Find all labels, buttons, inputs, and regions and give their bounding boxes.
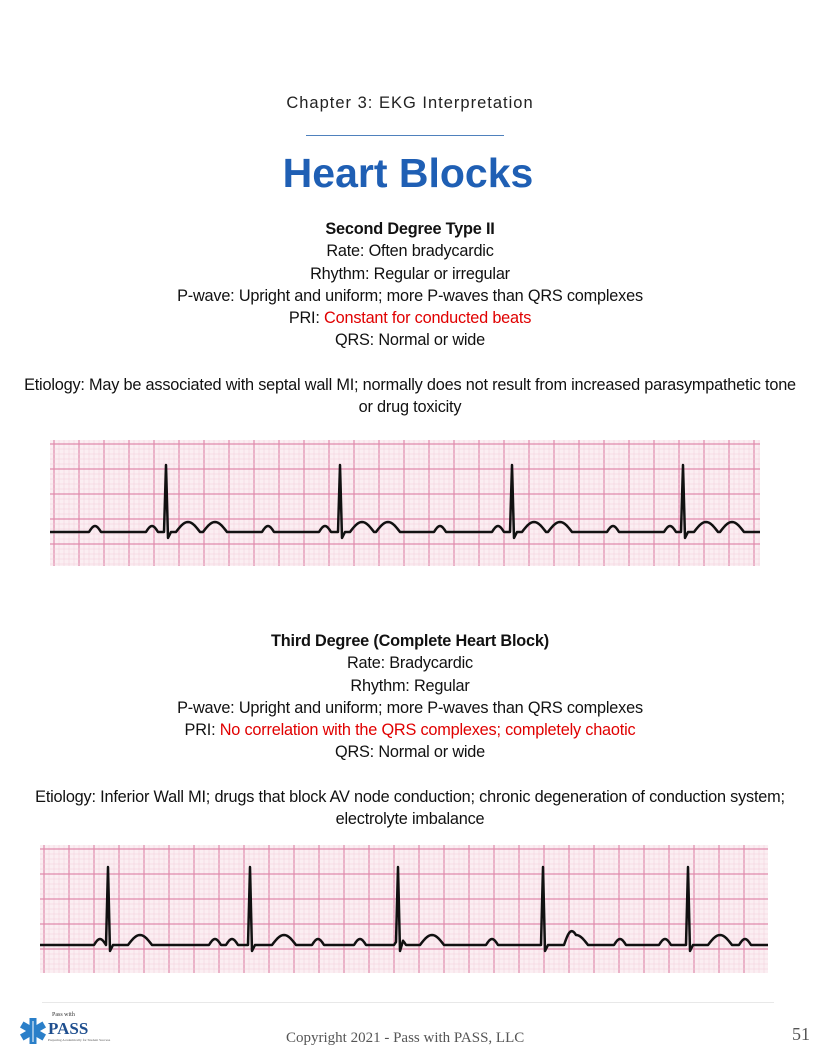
section-second-degree-type-2	[20, 218, 800, 419]
logo-tagline: Preparing Academically for Student Success	[48, 1038, 111, 1042]
label: Rate:	[346, 654, 385, 673]
section-heading: Second Degree Type II	[325, 220, 495, 238]
star-of-life-icon	[20, 1016, 46, 1046]
label: QRS:	[334, 331, 374, 350]
etiology-value: Inferior Wall MI; drugs that block AV node conduction; chronic degeneration of conduction system; electrolyte imbalance	[100, 788, 785, 829]
pass-logo	[20, 1014, 120, 1046]
ekg-strip-third-degree	[40, 845, 768, 973]
rate-value: Often bradycardic	[368, 242, 494, 261]
section-heading: Third Degree (Complete Heart Block)	[271, 632, 549, 650]
chapter-heading: Chapter 3: EKG Interpretation	[286, 94, 534, 112]
label: Rhythm:	[310, 264, 370, 283]
ekg-strip-second-degree	[50, 440, 760, 566]
label: P-wave:	[177, 286, 235, 305]
qrs-value: Normal or wide	[378, 743, 486, 762]
etiology-value: May be associated with septal wall MI; normally does not result from increased parasympathetic tone or drug toxicity	[89, 376, 796, 417]
rate-value: Bradycardic	[389, 654, 473, 673]
pri-value: Constant for conducted beats	[324, 309, 532, 328]
logo-text: Pass with	[52, 1012, 75, 1018]
pri-value: No correlation with the QRS complexes; completely chaotic	[219, 721, 636, 740]
label: PRI:	[288, 309, 320, 328]
footer-divider	[42, 1002, 774, 1003]
copyright: Copyright 2021 - Pass with PASS, LLC	[286, 1030, 525, 1046]
qrs-value: Normal or wide	[378, 331, 486, 350]
label: Etiology:	[24, 376, 85, 395]
logo-text: PASS	[48, 1019, 89, 1038]
label: PRI:	[184, 721, 216, 740]
section-third-degree	[20, 630, 800, 831]
label: Rate:	[326, 242, 365, 261]
page-number: 51	[792, 1024, 810, 1044]
pwave-value: Upright and uniform; more P-waves than QRS complexes	[238, 698, 643, 717]
label: P-wave:	[177, 698, 235, 717]
label: Etiology:	[35, 788, 96, 807]
rhythm-value: Regular	[413, 676, 470, 695]
divider	[306, 135, 504, 136]
page-title: Heart Blocks	[282, 150, 534, 196]
pwave-value: Upright and uniform; more P-waves than QRS complexes	[238, 286, 643, 305]
label: Rhythm:	[350, 676, 410, 695]
rhythm-value: Regular or irregular	[373, 264, 510, 283]
label: QRS:	[334, 743, 374, 762]
